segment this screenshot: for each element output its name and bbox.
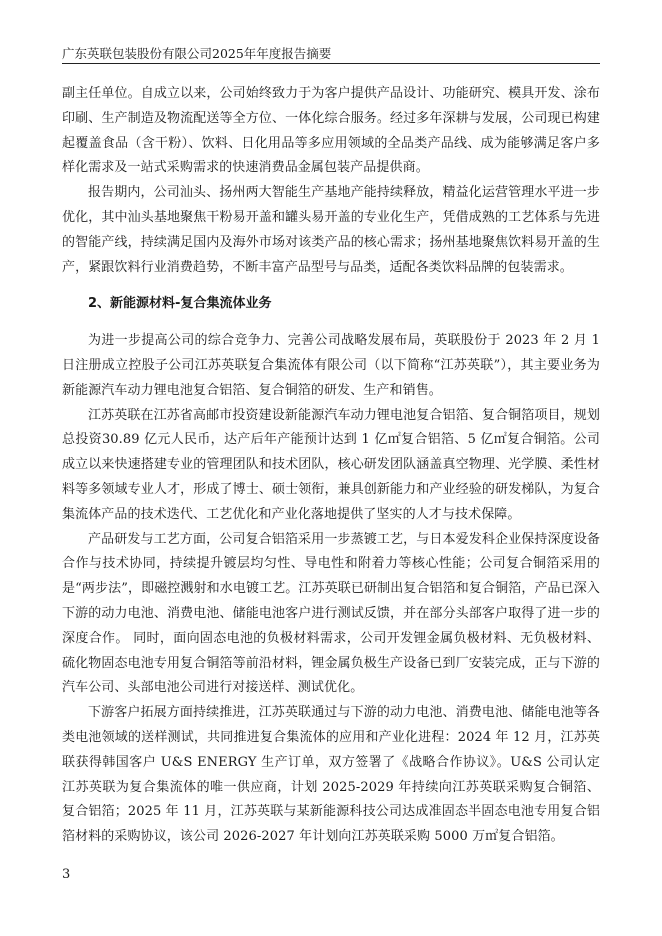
paragraph-subsidiary-intro: 为进一步提高公司的综合竞争力、完善公司战略发展布局，英联股份于 2023 年 2 月 1 日注册成立控股子公司江苏英联复合集流体有限公司（以下简称“江苏英联”），其主要业务为新能源汽车动力锂电池复合铝箔、复合铜箔的研发、生产和销售。 [62,333,600,398]
document-body [62,82,600,850]
paragraph-customer-expansion: 下游客户拓展方面持续推进，江苏英联通过与下游的动力电池、消费电池、储能电池等各类电池领域的送样测试，共同推进复合集流体的应用和产业化进程：2024 年 12 月，江苏英联获得韩国客户 U&S ENERGY 生产订单，双方签署了《战略合作协议》。U&S 公司认定江苏英联为复合集流体的唯一供应商，计划 2025-2029 年持续向江苏英联采购复合铜箔、复合铝箔；2025 年 11 月，江苏英联与某新能源科技公司达成准固态半固态电池专用复合铝箔材料的采购协议，该公司 2026-2027 年计划向江苏英联采购 5000 万㎡复合铝箔。 [62,705,600,845]
paragraph-investment: 江苏英联在江苏省高邮市投资建设新能源汽车动力锂电池复合铝箔、复合铜箔项目，规划总投资30.89 亿元人民币，达产后年产能预计达到 1 亿㎡复合铝箔、5 亿㎡复合铜箔。公司成立以来快速搭建专业的管理团队和技术团队，核心研发团队涵盖真空物理、光学膜、柔性材料等多领域专业人才，形成了博士、硕士领衔，兼具创新能力和产业经验的研发梯队，为复合集流体产品的技术迭代、工艺优化和产业化落地提供了坚实的人才与技术保障。 [62,407,600,522]
paragraph-reporting-period: 报告期内，公司汕头、扬州两大智能生产基地产能持续释放，精益化运营管理水平进一步优化，其中汕头基地聚焦干粉易开盖和罐头易开盖的专业化生产，凭借成熟的工艺体系与先进的智能产线，持续满足国内及海外市场对该类产品的核心需求；扬州基地聚焦饮料易开盖的生产，紧跟饮料行业消费趋势，不断丰富产品型号与品类，适配各类饮料品牌的包装需求。 [62,185,600,275]
section-heading: 2、新能源材料-复合集流体业务 [88,296,272,312]
page-header [62,44,600,64]
paragraph-continuation: 副主任单位。自成立以来，公司始终致力于为客户提供产品设计、功能研究、模具开发、涂布印刷、生产制造及物流配送等全方位、一体化综合服务。经过多年深耕与发展，公司现已构建起覆盖食品（含干粉）、饮料、日化用品等多应用领域的全品类产品线、成为能够满足客户多样化需求及一站式采购需求的快速消费品金属包装产品提供商。 [62,86,600,176]
header-title: 广东英联包装股份有限公司2025年年度报告摘要 [62,46,332,61]
paragraph-rnd-process: 产品研发与工艺方面，公司复合铝箔采用一步蒸镀工艺，与日本爱发科企业保持深度设备合作与技术协同，持续提升镀层均匀性、导电性和附着力等核心性能；公司复合铜箔采用的是“两步法”，即磁控溅射和水电镀工艺。江苏英联已研制出复合铝箔和复合铜箔，产品已深入下游的动力电池、消费电池、储能电池客户进行测试反馈，并在部分头部客户取得了进一步的深度合作。 同时，面向固态电池的负极材料需求，公司开发锂金属负极材料、无负极材料、硫化物固态电池专用复合铜箔等前沿材料，锂金属负极生产设备已到厂安装完成，正与下游的汽车公司、头部电池公司进行对接送样、测试优化。 [62,531,600,696]
page-number: 3 [62,867,71,882]
